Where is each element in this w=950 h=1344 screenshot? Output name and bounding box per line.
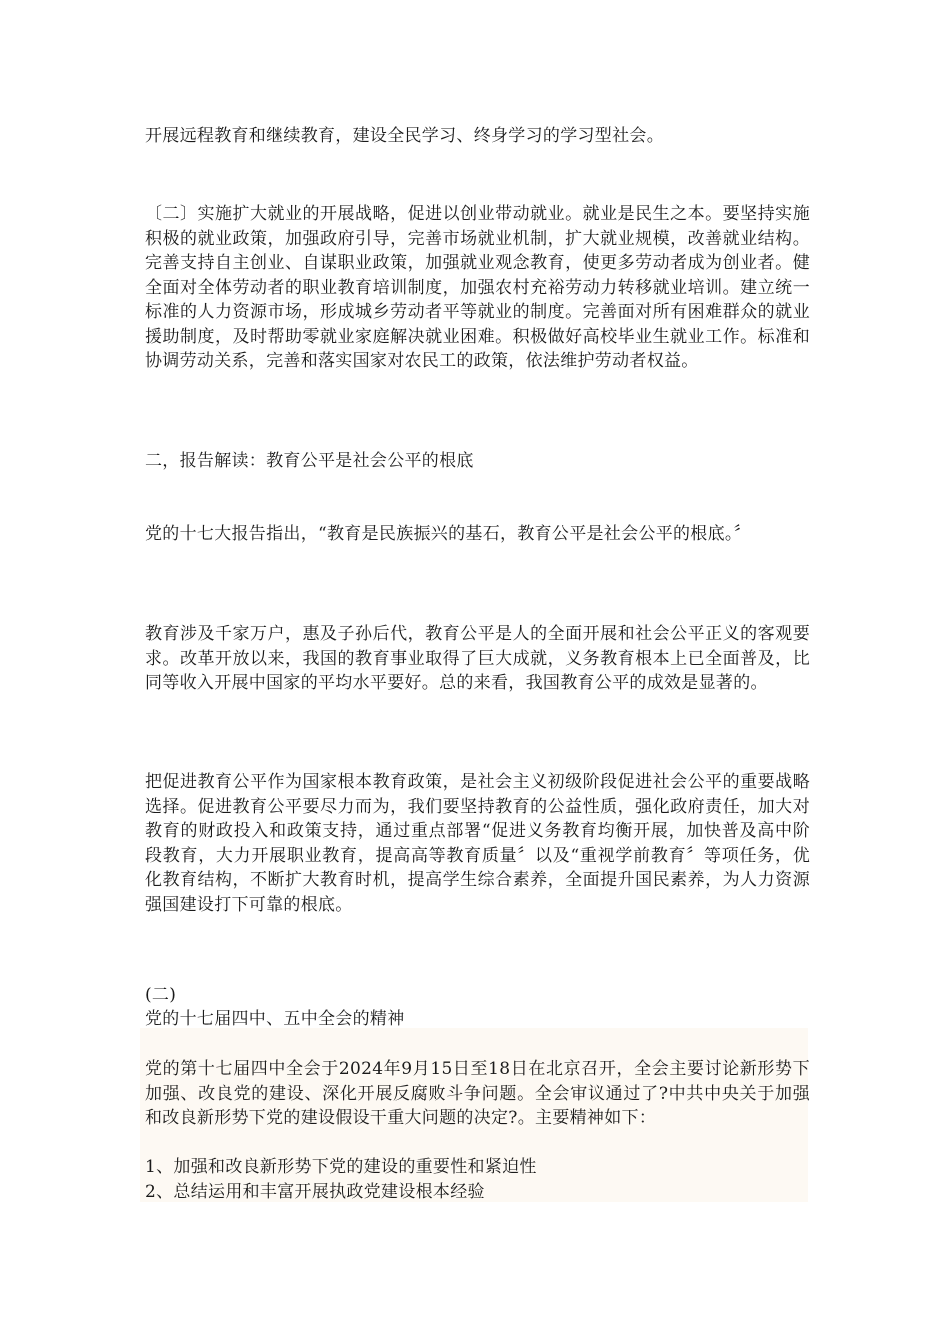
section-label: (二) [145,985,177,1005]
paragraph-plenary: 党的第十七届四中全会于2024年9月15日至18日在北京召开，全会主要讨论新形势下加强、改良党的建设、深化开展反腐败斗争问题。全会审议通过了?中共中央关于加强和改良新形势下党的建设假设干重大问题的决定?。主要精神如下： [145,1059,810,1128]
paragraph-education-equity: 教育涉及千家万户，惠及子孙后代，教育公平是人的全面开展和社会公平正义的客观要求。改革开放以来，我国的教育事业取得了巨大成就，义务教育根本上已全面普及，比同等收入开展中国家的平均水平要好。总的来看，我国教育公平的成效是显著的。 [145,624,810,693]
paragraph-quote: 党的十七大报告指出，“教育是民族振兴的基石，教育公平是社会公平的根底。〞 [145,524,751,544]
section-heading-2: 二，报告解读：教育公平是社会公平的根底 [145,451,474,471]
paragraph-intro: 开展远程教育和继续教育，建设全民学习、终身学习的学习型社会。 [145,126,664,146]
paragraph-employment: 〔二〕实施扩大就业的开展战略，促进以创业带动就业。就业是民生之本。要坚持实施积极的就业政策，加强政府引导，完善市场就业机制，扩大就业规模，改善就业结构。完善支持自主创业、自谋职业政策，加强就业观念教育，使更多劳动者成为创业者。健全面对全体劳动者的职业教育培训制度，加强农村充裕劳动力转移就业培训。建立统一标准的人力资源市场，形成城乡劳动者平等就业的制度。完善面对所有困难群众的就业援助制度，及时帮助零就业家庭解决就业困难。积极做好高校毕业生就业工作。标准和协调劳动关系，完善和落实国家对农民工的政策，依法维护劳动者权益。 [145,204,810,371]
list-item-2: 2、总结运用和丰富开展执政党建设根本经验 [145,1182,485,1202]
list-item-1: 1、加强和改良新形势下党的建设的重要性和紧迫性 [145,1157,537,1177]
section-title: 党的十七届四中、五中全会的精神 [145,1009,405,1029]
paragraph-education-policy: 把促进教育公平作为国家根本教育政策，是社会主义初级阶段促进社会公平的重要战略选择。促进教育公平要尽力而为，我们要坚持教育的公益性质，强化政府责任，加大对教育的财政投入和政策支持，通过重点部署“促进义务教育均衡开展，加快普及高中阶段教育，大力开展职业教育，提高高等教育质量〞以及“重视学前教育〞等项任务，优化教育结构，不断扩大教育时机，提高学生综合素养，全面提升国民素养，为人力资源强国建设打下可靠的根底。 [145,772,810,915]
